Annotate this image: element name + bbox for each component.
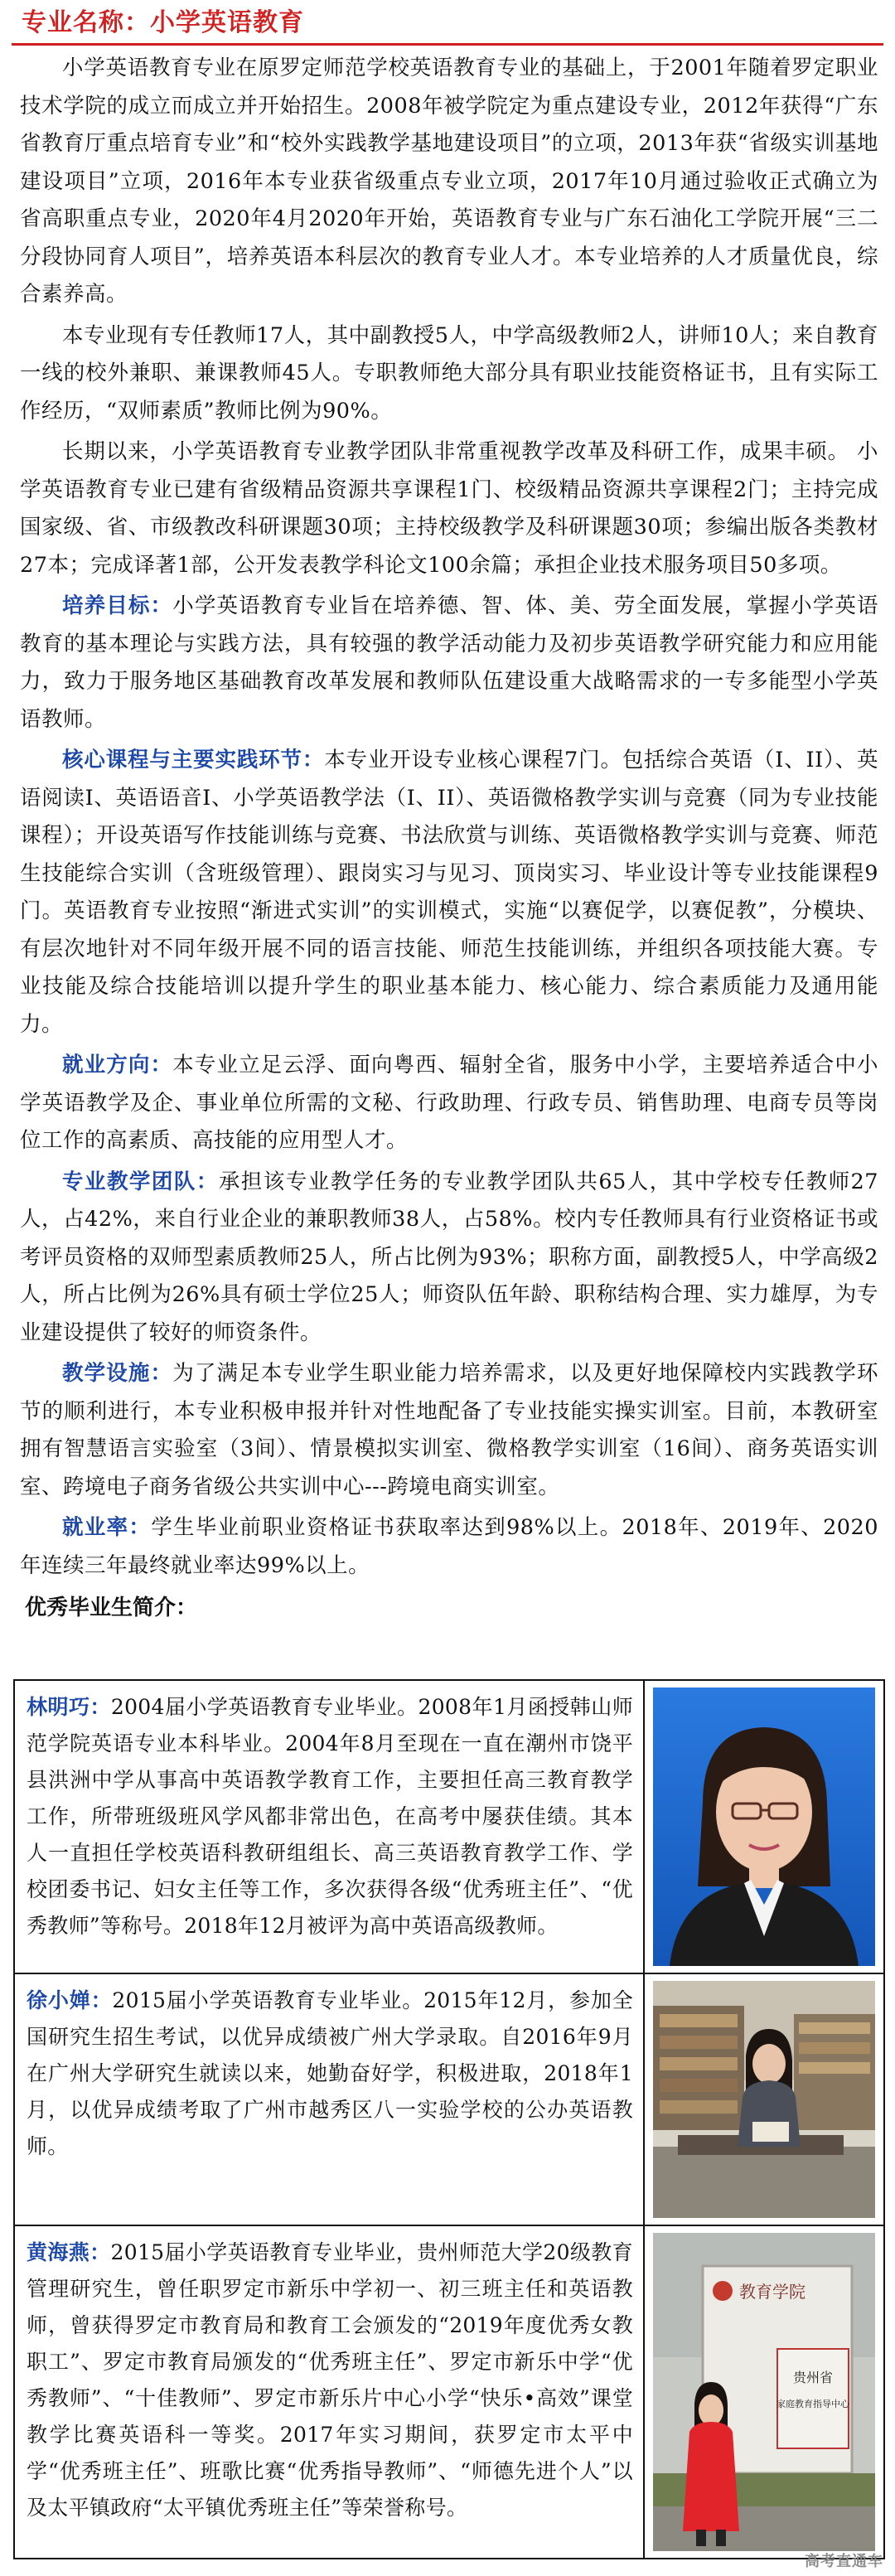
graduate-name: 徐小婵：: [27, 1988, 113, 2012]
graduate-photo: [653, 2233, 875, 2551]
portrait-photo-1: [653, 1687, 875, 1966]
sign-line1: 教育学院: [739, 2282, 806, 2302]
page-title: 专业名称：小学英语教育: [22, 8, 304, 37]
graduate-photo: [653, 1687, 875, 1966]
library-photo-2: [653, 1981, 875, 2218]
graduate-photo: [653, 1981, 875, 2218]
graduates-table: [13, 1679, 885, 2559]
sign-line3: 家庭教育指导中心: [776, 2399, 849, 2409]
section-training-goal: [20, 588, 878, 738]
graduate-photo-cell: [643, 1974, 883, 2225]
graduate-bio: 2015届小学英语教育专业毕业，贵州师范大学20级教育管理研究生，曾任职罗定市新乐中学初一、初三班主任和英语教师，曾获得罗定市教育局和教育工会颁发的“2019年度优秀女教职工”、罗定市教育局颁发的“优秀班主任”、罗定市新乐中学“优秀教师”、“十佳教师”、罗定市新乐片中心小学“快乐•高效”课堂教学比赛英语科一等奖。2017年实习期间，获罗定市太平中学“优秀班主任”、班歌比赛“优秀指导教师”、“师德先进个人”以及太平镇政府“太平镇优秀班主任”等荣誉称号。: [27, 2240, 633, 2520]
graduate-text: [15, 2226, 643, 2558]
sign-line2: 贵州省: [792, 2370, 834, 2385]
section-employment-direction: [20, 1047, 878, 1160]
graduate-text: [15, 1974, 643, 2225]
section-text: 小学英语教育专业旨在培养德、智、体、美、劳全面发展，掌握小学英语教育的基本理论与实践方法，具有较强的教学活动能力及初步英语教学研究能力和应用能力，致力于服务地区基础教育改革发展和教师队伍建设重大战略需求的一专多能型小学英语教师。: [20, 593, 878, 732]
graduate-bio: 2004届小学英语教育专业毕业。2008年1月函授韩山师范学院英语专业本科毕业。2004年8月至现在一直在潮州市饶平县洪洲中学从事高中英语教学教育工作，主要担任高三教育教学工作，所带班级班风学风都非常出色，在高考中屡获佳绩。其本人一直担任学校英语科教研组组长、高三英语教育教学工作、学校团委书记、妇女主任等工作，多次获得各级“优秀班主任”、“优秀教师”等称号。2018年12月被评为高中英语高级教师。: [27, 1695, 634, 1938]
section-text: 本专业立足云浮、面向粤西、辐射全省，服务中小学，主要培养适合中小学英语教学及企、事业单位所需的文秘、行政助理、行政专员、销售助理、电商专员等岗位工作的高素质、高技能的应用型人才。: [20, 1053, 878, 1153]
graduate-row: [15, 2226, 883, 2558]
section-lead: 就业方向：: [62, 1053, 173, 1077]
intro-paragraph: 小学英语教育专业在原罗定师范学校英语教育专业的基础上，于2001年随着罗定职业技术学院的成立而成立并开始招生。2008年被学院定为重点建设专业，2012年获得“广东省教育厅重点培育专业”和“校外实践教学基地建设项目”的立项，2013年获“省级实训基地建设项目”立项，2016年本专业获省级重点专业立项，2017年10月通过验收正式确立为省高职重点专业，2020年4月2020年开始，英语教育专业与广东石油化工学院开展“三二分段协同育人项目”，培养英语本科层次的教育专业人才。本专业培养的人才质量优良，综合素养高。: [20, 56, 878, 307]
section-text: 为了满足本专业学生职业能力培养需求，以及更好地保障校内实践教学环节的顺利进行，本专业积极申报并针对性地配备了专业技能实操实训室。目前，本教研室拥有智慧语言实验室（3间）、情景模拟实训室、微格教学实训室（16间）、商务英语实训室、跨境电子商务省级公共实训中心---跨境电商实训室。: [20, 1361, 878, 1499]
section-teaching-team: [20, 1164, 878, 1353]
graduates-heading: 优秀毕业生简介：: [25, 1595, 198, 1620]
graduate-row: [15, 1681, 883, 1974]
graduate-text: [15, 1681, 643, 1973]
section-lead: 就业率：: [62, 1515, 152, 1540]
section-text: 学生毕业前职业资格证书获取率达到98%以上。2018年、2019年、2020年连续三年最终就业率达99%以上。: [20, 1515, 878, 1578]
intro-paragraph: 本专业现有专任教师17人，其中副教授5人，中学高级教师2人，讲师10人；来自教育一线的校外兼职、兼课教师45人。专职教师绝大部分具有职业技能资格证书，且有实际工作经历，“双师素质”教师比例为90%。: [20, 322, 878, 424]
section-text: 本专业开设专业核心课程7门。包括综合英语（I、II）、英语阅读I、英语语音I、小学英语教学法（I、II）、英语微格教学实训与竞赛（同为专业技能课程）；开设英语写作技能训练与竞赛、书法欣赏与训练、英语微格教学实训与竞赛、师范生技能综合实训（含班级管理）、跟岗实习与见习、顶岗实习、毕业设计等专业技能课程9门。英语教育专业按照“渐进式实训”的实训模式，实施“以赛促学，以赛促教”，分模块、有层次地针对不同年级开展不同的语言技能、师范生技能训练，并组织各项技能大赛。专业技能及综合技能培训以提升学生的职业基本能力、核心能力、综合素质能力及通用能力。: [20, 748, 878, 1037]
graduate-bio: 2015届小学英语教育专业毕业。2015年12月，参加全国研究生招生考试，以优异成绩被广州大学录取。自2016年9月在广州大学研究生就读以来，她勤奋好学，积极进取，2018年1月，以优异成绩考取了广州市越秀区八一实验学校的公办英语教师。: [27, 1988, 633, 2158]
section-lead: 核心课程与主要实践环节：: [62, 748, 325, 772]
content-body: [20, 50, 878, 1631]
campus-photo-3: [653, 2233, 875, 2551]
section-core-courses: [20, 742, 878, 1043]
section-text: 承担该专业教学任务的专业教学团队共65人，其中学校专任教师27人，占42%，来自行业企业的兼职教师38人，占58%。校内专任教师具有行业资格证书或考评员资格的双师型素质教师25人，所占比例为93%；职称方面，副教授5人，中学高级2人，所占比例为26%具有硕士学位25人；师资队伍年龄、职称结构合理、实力雄厚，为专业建设提供了较好的师资条件。: [20, 1169, 878, 1345]
section-facilities: [20, 1355, 878, 1506]
graduate-name: 黄海燕：: [27, 2240, 111, 2264]
graduate-row: [15, 1974, 883, 2226]
section-lead: 培养目标：: [62, 593, 173, 618]
section-lead: 教学设施：: [62, 1361, 173, 1386]
intro-paragraph: 长期以来，小学英语教育专业教学团队非常重视教学改革及科研工作，成果丰硕。 小学英语教育专业已建有省级精品资源共享课程1门、校级精品资源共享课程2门；主持完成国家级、省、市级教改科研课题30项；主持校级教学及科研课题30项；参编出版各类教材27本；完成译著1部，公开发表教学科论文100余篇；承担企业技术服务项目50多项。: [20, 439, 878, 578]
section-lead: 专业教学团队：: [62, 1169, 219, 1194]
section-employment-rate: [20, 1509, 878, 1585]
graduate-name: 林明巧：: [27, 1695, 111, 1719]
watermark: 高考直通车: [805, 2553, 883, 2570]
graduate-photo-cell: [643, 2226, 883, 2558]
graduate-photo-cell: [643, 1681, 883, 1973]
title-bar: [12, 3, 883, 46]
